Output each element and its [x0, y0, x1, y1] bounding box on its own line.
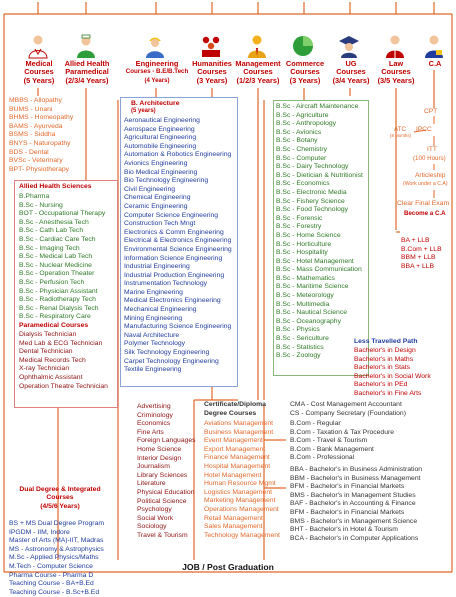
header-engineering — [118, 60, 196, 85]
ca-articleship: Articleship — [415, 172, 446, 179]
header-law-line2: Courses — [381, 67, 411, 77]
header-law-line1: Law — [388, 59, 404, 68]
engineering-branch-item: Manufacturing Science Engineering — [124, 323, 232, 331]
header-commerce — [280, 60, 330, 85]
engineering-branch-item: Agricultural Engineering — [124, 134, 197, 142]
management-course-item: Event Management — [204, 437, 263, 445]
ug-course-item: B.Sc - Dietician & Nutritionist — [276, 171, 363, 179]
ug-course-item: B.Sc - Fishery Science — [276, 197, 345, 205]
commerce-professional-item: CMA - Cost Management Accountant — [290, 401, 402, 408]
header-commerce-line3: (3 Years) — [289, 75, 321, 85]
ug-course-item: B.Sc - Home Science — [276, 231, 341, 239]
ug-course-item: B.Sc - Hotel Management — [276, 257, 354, 265]
less-travelled-item: Bachelor's in PEd — [354, 381, 408, 389]
engineering-branch-item: Naval Architecture — [124, 331, 180, 339]
dual-years: (4/5/6 Years) — [40, 502, 80, 510]
less-travelled-item: Bachelor's in Fine Arts — [354, 389, 422, 397]
management-title-2: Degree Courses — [204, 410, 257, 417]
commerce-bcom-item: B.Com - Bank Management — [290, 445, 374, 453]
ug-course-item: B.Sc - Sericulture — [276, 335, 329, 343]
less-travelled-list — [354, 347, 431, 399]
less-travelled-item: Bachelor's in Design — [354, 347, 416, 354]
dual-degree-item: Master of Arts (MA)-IIT, Madras — [9, 537, 104, 545]
ug-course-item: B.Sc - Forestry — [276, 223, 322, 231]
nurse-icon — [75, 34, 97, 58]
engineering-branch-item: Industrial Engineering — [124, 263, 190, 271]
dual-degree-item: BS + MS Dual Degree Program — [9, 520, 105, 527]
dual-title-2: Courses — [46, 494, 74, 502]
allied-course-item: B.Sc - Radiotherapy Tech — [19, 296, 96, 304]
header-humanities-line1: Humanities — [192, 59, 232, 68]
header-humanities-line3: (3 Years) — [196, 75, 228, 85]
header-ug-line3: (3/4 Years) — [332, 75, 370, 85]
dual-degree-item: M.Sc - Applied Physics/Maths — [9, 554, 99, 562]
engineering-branch-item: Construction Tech Mngt — [124, 220, 196, 228]
dual-degree-item: MS - Astronomy & Astrophysics — [9, 545, 104, 553]
law-course-item: B.Com + LLB — [401, 245, 442, 253]
allied-course-item: B.Sc - Nuclear Medicine — [19, 261, 92, 269]
job-post-graduation: JOB / Post Graduation — [182, 562, 274, 572]
header-humanities — [186, 60, 238, 85]
management-course-item: Finance Management — [204, 454, 270, 462]
ug-course-item: B.Sc - Oceanography — [276, 317, 341, 325]
ug-course-item: B.Sc - Physics — [276, 326, 320, 334]
engineering-branch-item: Civil Engineering — [124, 185, 176, 193]
engineer-icon — [144, 34, 166, 58]
ug-course-item: B.Sc - Mathematics — [276, 274, 335, 282]
law-course-item: BBM + LLB — [401, 254, 436, 262]
dual-degree-item: IPGDM - IIM, Indore — [9, 528, 70, 536]
law-course-list — [401, 237, 442, 271]
engineering-branch-item: Computer Science Engineering — [124, 211, 219, 219]
ug-course-item: B.Sc - Botany — [276, 137, 318, 145]
engineering-branch-item: Mechanical Engineering — [124, 306, 197, 314]
dual-degree-item: M.Tech - Computer Science — [9, 562, 93, 570]
engineering-branch-item: Aerospace Engineering — [124, 125, 195, 133]
header-engineering-line2: Courses - B.E/B.Tech — [125, 68, 189, 76]
humanities-course-item: Sociology — [137, 523, 167, 531]
management-course-item: Export Management — [204, 445, 266, 453]
medical-course-item: BDS - Dental — [9, 148, 49, 156]
ug-course-item: B.Sc - Food Technology — [276, 206, 349, 214]
ug-course-item: B.Sc - Agriculture — [276, 111, 329, 119]
allied-course-item: B.Sc - Renal Dialysis Tech — [19, 304, 99, 312]
management-course-item: Logistics Management — [204, 488, 273, 496]
header-ca-line1: C.A — [428, 59, 442, 68]
medical-course-item: BUMS - Unani — [9, 105, 53, 113]
less-travelled-item: Bachelor's in Social Work — [354, 372, 431, 380]
ca-articleship-note: (Work under a C.A) — [403, 181, 448, 187]
paramedical-course-item: Dialysis Technician — [19, 331, 77, 338]
ug-course-item: B.Sc - Electronic Media — [276, 188, 347, 196]
header-allied-line1: Allied Health — [64, 59, 110, 68]
commerce-bcom-item: B.Com - Taxation & Tax Procedure — [290, 428, 395, 436]
header-medical-line3: (5 Years) — [23, 75, 55, 85]
paramedical-title: Paramedical Courses — [19, 322, 89, 329]
engineering-branch-item: Bio Medical Engineering — [124, 168, 198, 176]
humanities-course-item: Travel & Tourism — [137, 531, 188, 539]
engineering-branch-item: Aeronautical Engineering — [124, 117, 200, 124]
ug-course-item: B.Sc - Computer — [276, 154, 327, 162]
management-course-item: Aviations Management — [204, 420, 274, 427]
engineering-branch-item: Silk Technology Engineering — [124, 349, 210, 357]
humanities-course-item: Social Work — [137, 514, 174, 522]
allied-course-item: BOT - Occupational Therapy — [19, 210, 106, 218]
engineering-branch-item: Automation & Robotics Engineering — [124, 151, 232, 159]
humanities-course-item: Foreign Languages — [137, 437, 196, 445]
management-course-item: Hotel Management — [204, 471, 262, 479]
management-course-item: Marketing Management — [204, 497, 276, 505]
management-course-item: Hospital Management — [204, 462, 271, 470]
humanities-course-item: Criminology — [137, 411, 173, 419]
ug-course-item: B.Sc - Economics — [276, 180, 330, 188]
engineering-branch-item: Ceramic Engineering — [124, 202, 188, 210]
header-ug — [326, 60, 376, 85]
header-management-line2: Courses — [243, 67, 273, 77]
engineering-branch-item: Industrial Production Engineering — [124, 271, 225, 279]
humanities-course-item: Psychology — [137, 506, 172, 514]
ug-course-item: B.Sc - Avionics — [276, 128, 322, 136]
medical-course-item: BPT- Physiotherapy — [9, 165, 70, 173]
header-commerce-line1: Commerce — [285, 59, 325, 68]
allied-course-item: B.Pharma — [19, 193, 50, 200]
header-allied-line2: Paramedical — [65, 67, 109, 77]
allied-course-item: B.Sc - Nursing — [19, 201, 63, 209]
commerce-bba-list — [290, 466, 422, 543]
humanities-people-icon — [200, 34, 222, 58]
dual-degree-item: Teaching Course - B.Sc+B.Ed — [9, 588, 100, 596]
management-title-1: Certificate/Diploma — [204, 401, 266, 408]
ug-course-item: B.Sc - Aircraft Maintenance — [276, 103, 359, 110]
paramedical-course-item: Dental Technician — [19, 348, 73, 356]
commerce-bachelor-item: BCA - Bachelor's in Computer Applications — [290, 534, 419, 542]
header-ca — [418, 60, 452, 68]
header-medical-line1: Medical — [25, 59, 53, 68]
humanities-course-item: Home Science — [137, 445, 182, 453]
header-engineering-line3: (4 Years) — [144, 77, 170, 84]
medical-course-item: BAMS - Ayurveda — [9, 122, 63, 130]
lawyer-icon — [384, 34, 406, 58]
medical-course-item: BSMS - Siddha — [9, 131, 56, 139]
ca-atc: ATC — [394, 126, 406, 133]
medical-course-item: BHMS - Homeopathy — [9, 114, 74, 122]
less-travelled-item: Bachelor's in Stats — [354, 364, 411, 372]
humanities-course-list — [137, 403, 196, 541]
paramedical-course-item: Med Lab & ECG Technician — [19, 339, 103, 347]
medical-course-list — [9, 97, 73, 174]
engineering-branch-item: Bio Technology Engineering — [124, 177, 209, 185]
allied-course-item: B.Sc - Anesthesia Tech — [19, 218, 89, 226]
header-allied — [56, 60, 118, 85]
ca-atc-duration: (8 Months) — [390, 133, 411, 138]
header-ug-line1: UG — [345, 59, 357, 68]
header-humanities-line2: Courses — [197, 67, 227, 77]
engineering-branch-item: Mining Engineering — [124, 314, 183, 322]
management-course-item: Sales Management — [204, 523, 263, 531]
commerce-bcom-list — [290, 420, 394, 463]
header-management — [232, 60, 284, 85]
header-engineering-line1: Engineering — [135, 59, 179, 68]
ca-cpt: CPT — [424, 108, 438, 115]
ug-course-item: B.Sc - Chemistry — [276, 145, 327, 153]
allied-course-item: B.Sc - Cath Lab Tech — [19, 227, 84, 235]
engineering-branch-item: Environmental Science Engineering — [124, 245, 232, 253]
medical-course-item: BNYS - Naturopathy — [9, 139, 71, 147]
ug-course-item: B.Sc - Meteorology — [276, 292, 334, 300]
ug-course-item: B.Sc - Nautical Science — [276, 309, 348, 317]
less-travelled-title: Less Travelled Path — [354, 338, 418, 345]
allied-health-title: Allied Health Sciences — [19, 183, 92, 190]
architecture-years: (5 years) — [131, 108, 156, 114]
management-course-item: Retail Management — [204, 514, 263, 522]
allied-course-item: B.Sc - Imaging Tech — [19, 244, 80, 252]
commerce-bachelor-item: BFM - Bachelor's in Financial Markets — [290, 483, 405, 491]
graduate-icon — [338, 34, 360, 58]
commerce-bachelor-item: BHT - Bachelor's in Hotel & Tourism — [290, 526, 398, 534]
manager-icon — [246, 34, 268, 58]
commerce-bachelor-item: BBM - Bachelor's in Business Management — [290, 474, 421, 482]
header-allied-line3: (2/3/4 Years) — [65, 75, 109, 85]
commerce-professional-item: CS - Company Secretary (Foundation) — [290, 409, 406, 417]
management-course-item: Operations Management — [204, 505, 279, 513]
engineering-branch-item: Avionics Engineering — [124, 159, 188, 167]
accountant-icon — [423, 34, 445, 58]
ug-course-item: B.Sc - Statistics — [276, 343, 324, 351]
engineering-branch-item: Marine Engineering — [124, 288, 183, 296]
engineering-branch-item: Automobile Engineering — [124, 142, 197, 150]
humanities-course-item: Journalism — [137, 463, 170, 471]
humanities-course-item: Political Science — [137, 497, 187, 505]
allied-course-item: B.Sc - Cardiac Care Tech — [19, 235, 96, 243]
medical-course-item: BVSc - Veterinary — [9, 157, 63, 165]
ug-course-item: B.Sc - Horticulture — [276, 240, 332, 248]
ca-clear-final-exam: Clear Final Exam — [397, 200, 450, 207]
header-management-line3: (1/2/3 Years) — [236, 75, 280, 85]
ca-ipcc: IPCC — [416, 126, 432, 133]
commerce-bachelor-item: BBA - Bachelor's in Business Administration — [290, 466, 423, 473]
ug-course-item: B.Sc - Hospitality — [276, 249, 328, 257]
commerce-bcom-item: B.Com - Professional — [290, 454, 355, 462]
paramedical-course-item: Ophthalmic Assistant — [19, 373, 83, 381]
dual-degree-item: Teaching Course - BA+B.Ed — [9, 580, 94, 588]
engineering-branch-item: Textile Engineering — [124, 366, 182, 374]
commerce-top-list — [290, 401, 406, 418]
engineering-branch-item: Polymer Technology — [124, 340, 186, 348]
allied-course-item: B.Sc - Medical Lab Tech — [19, 253, 93, 261]
dual-degree-header — [12, 486, 108, 511]
management-course-item: Business Management — [204, 428, 274, 436]
header-ug-line2: Courses — [336, 67, 366, 77]
paramedical-course-item: Operation Theatre Technician — [19, 382, 108, 390]
header-commerce-line2: Courses — [290, 67, 320, 77]
ug-course-item: B.Sc - Mass Communication — [276, 266, 362, 274]
commerce-bcom-item: B.Com - Travel & Tourism — [290, 437, 368, 445]
humanities-course-item: Interior Design — [137, 454, 182, 462]
humanities-course-item: Physical Education — [137, 488, 195, 496]
paramedical-course-item: Medical Records Tech — [19, 356, 86, 364]
commerce-bachelor-item: BMS - Bachelor's in Management Studies — [290, 491, 416, 499]
allied-course-item: B.Sc - Physician Assistant — [19, 287, 98, 295]
ug-course-item: B.Sc - Maritime Science — [276, 283, 349, 291]
paramedical-course-item: X-ray Technician — [19, 365, 70, 373]
header-management-line1: Management — [235, 59, 281, 68]
ug-course-item: B.Sc - Forensic — [276, 214, 323, 222]
allied-course-item: B.Sc - Respiratory Care — [19, 313, 91, 321]
dual-title: Dual Degree & Integrated — [19, 486, 101, 493]
commerce-bachelor-item: BMS - Bachelor's in Management Science — [290, 517, 418, 525]
law-course-item: BBA + LLB — [401, 262, 435, 270]
medical-course-item: MBBS - Allopathy — [9, 97, 62, 104]
allied-course-item: B.Sc - Operation Theater — [19, 270, 95, 278]
dual-degree-list — [9, 520, 104, 597]
humanities-course-item: Economics — [137, 420, 171, 428]
engineering-branch-item: Chemical Engineering — [124, 194, 191, 202]
humanities-course-item: Library Sciences — [137, 471, 188, 479]
commerce-bachelor-item: BAF - Bachelor's in Accounting & Finance — [290, 500, 416, 508]
allied-course-item: B.Sc - Perfusion Tech — [19, 278, 85, 286]
commerce-chart-icon — [292, 34, 314, 58]
law-course-item: BA + LLB — [401, 237, 430, 244]
commerce-bcom-item: B.Com - Regular — [290, 420, 341, 427]
ug-course-item: B.Sc - Dairy Technology — [276, 163, 349, 171]
header-medical-line2: Courses — [24, 67, 54, 77]
ug-course-item: B.Sc - Anthropology — [276, 120, 337, 128]
ca-become: Become a C.A — [404, 210, 446, 217]
ug-course-item: B.Sc - Zoology — [276, 352, 321, 360]
humanities-course-item: Advertising — [137, 403, 171, 410]
ca-itt: ITT — [427, 146, 437, 153]
dual-degree-item: Pharma Course - Pharma D — [9, 571, 94, 579]
engineering-branch-item: Electronics & Comm Engineering — [124, 228, 224, 236]
management-course-item: Technology Management — [204, 531, 280, 539]
ug-course-list — [276, 103, 363, 361]
engineering-branch-item: Carpet Technology Engineering — [124, 357, 219, 365]
management-course-list — [204, 420, 280, 540]
ca-itt-duration: (100 Hours) — [413, 155, 446, 162]
ug-course-item: B.Sc - Multimedia — [276, 300, 330, 308]
engineering-branch-item: Electrical & Electronics Engineering — [124, 237, 232, 245]
humanities-course-item: Fine Arts — [137, 428, 164, 436]
architecture-title: B. Architecture — [131, 100, 180, 107]
engineering-branch-item: Information Science Engineering — [124, 254, 223, 262]
header-law-line3: (3/5 Years) — [377, 75, 415, 85]
less-travelled-item: Bachelor's in Maths — [354, 355, 414, 363]
humanities-course-item: Literature — [137, 480, 166, 488]
engineering-branch-list — [124, 117, 232, 375]
allied-health-list — [19, 193, 105, 322]
header-law — [372, 60, 420, 85]
paramedical-list — [19, 331, 108, 391]
management-course-item: Human Resource Mgmt — [204, 480, 276, 488]
engineering-branch-item: Instrumentation Technology — [124, 280, 207, 288]
commerce-bachelor-item: BFM - Bachelor's in Financial Markets — [290, 508, 405, 516]
doctor-icon — [27, 34, 49, 58]
engineering-branch-item: Medical Electronics Engineering — [124, 297, 221, 305]
